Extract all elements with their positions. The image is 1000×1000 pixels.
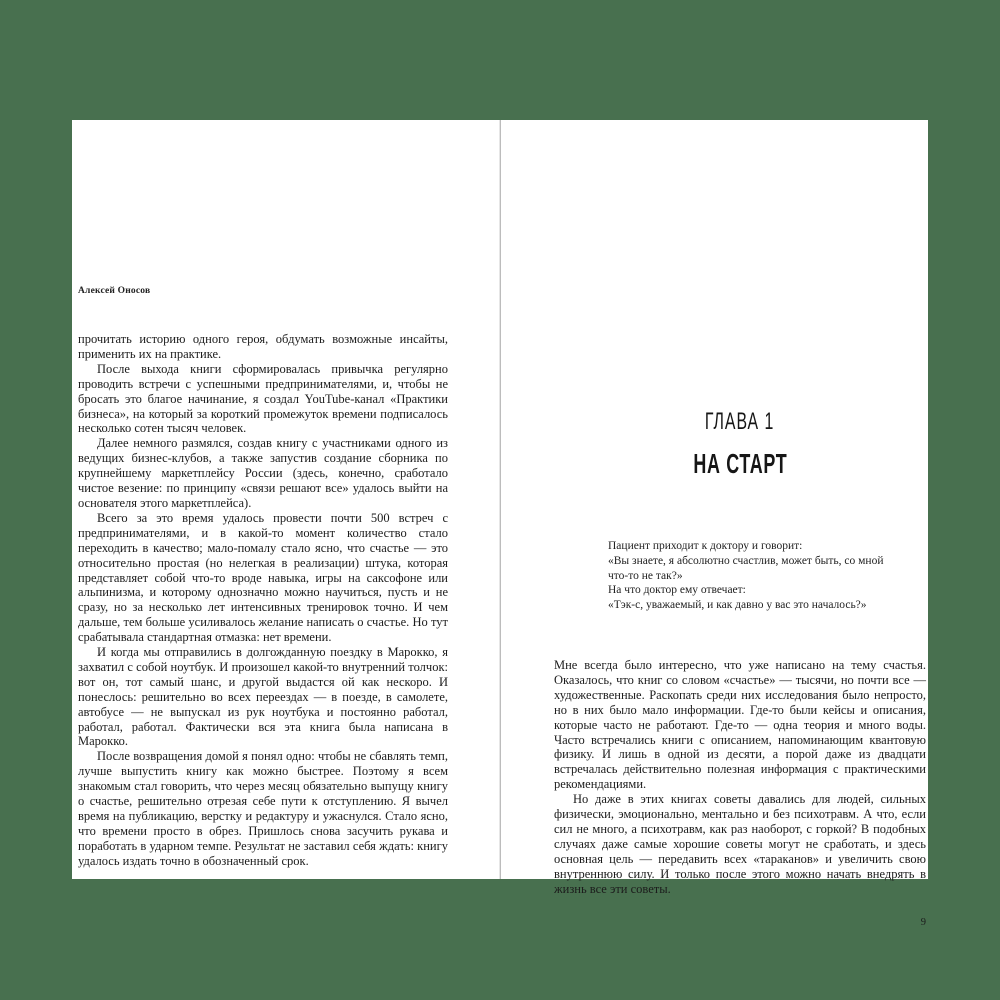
paragraph: Пациент приходит к доктору и говорит:	[608, 540, 803, 552]
page-right	[500, 120, 928, 928]
chapter-number-heading	[554, 410, 926, 434]
left-page-body-text	[78, 332, 448, 869]
paragraph: прочитать историю одного героя, обдумать возможные инсайты, применить их на практике.	[78, 332, 448, 361]
paragraph: Мне всегда было интересно, что уже написано на тему счастья. Оказалось, что книг со словом «счастье» — тысячи, но почти все — художественные. Раскопать среди них исследования было непросто, но в них было мало информации. Где-то были кейсы и описания, которые часто не работают. Где-то — одна теория и много воды. Часто встречались книги с описанием, напоминающим квантовую физику. И лишь в одной из десяти, а порой даже из двадцати встречалась действительно полезная информация с практическими рекомендациями.	[554, 658, 926, 792]
paragraph: После возвращения домой я понял одно: чтобы не сбавлять темп, лучше выпустить книгу как можно быстрее. Поэтому я всем знакомым стал говорить, что через месяц обязательно выпущу книгу о счастье, решительно отрезая себе пути к отступлению. Я вычел время на публикацию, верстку и редактуру и ужаснулся. Стало ясно, что времени просто в обрез. Пришлось снова засучить рукава и поработать в ударном темпе. Результат не заставил себя ждать: книгу удалось издать точно в обозначенный срок.	[78, 749, 448, 868]
paragraph: «Тэк-с, уважаемый, и как давно у вас это началось?»	[608, 599, 867, 612]
page-number: 9	[920, 917, 926, 928]
chapter-number-label: ГЛАВА 1	[705, 408, 775, 435]
paragraph: Всего за это время удалось провести почти 500 встреч с предпринимателями, и в какой-то момент количество стало переходить в качество; мало-помалу стало ясно, что счастье — это относительно простая (но нелегкая в реализации) штука, которая представляет собой что-то вроде навыка, игры на саксофоне или альпинизма, и которому однозначно можно научиться, пусть и не сразу, но за несколько лет интенсивных тренировок точно. И чем дальше, тем больше усиливалось желание написать о счастье. Но тут срабатывала стандартная отмазка: нет времени.	[78, 510, 448, 645]
running-head-author: Алексей Оносов	[78, 286, 151, 296]
paragraph: «Вы знаете, я абсолютно счастлив, может быть, со мной что-то не так?»	[608, 554, 884, 582]
right-page-body-text	[554, 658, 926, 897]
paragraph: На что доктор ему отвечает:	[608, 584, 746, 597]
chapter-title-label: НА СТАРТ	[693, 448, 787, 479]
page-left	[72, 120, 500, 879]
paragraph: Но даже в этих книгах советы давались для людей, сильных физически, эмоционально, ментально и без психотравм. А что, если сил не много, а психотравм, как раз наоборот, с горкой? В подобных случаях даже самые хорошие советы могут не сработать, и здесь основная цель — передавить всех «тараканов» и увеличить свою внутреннюю силу. И только после этого можно начать внедрять в жизнь все эти советы.	[554, 792, 926, 896]
chapter-epigraph	[608, 539, 900, 613]
chapter-title-heading	[554, 450, 926, 478]
paragraph: После выхода книги сформировалась привычка регулярно проводить встречи с успешными предпринимателями, и, чтобы не бросать это благое начинание, я создал YouTube-канал «Практики бизнеса», на который за короткий промежуток времени подписалось несколько сотен тысяч человек.	[78, 361, 448, 436]
paragraph: Далее немного размялся, создав книгу с участниками одного из ведущих бизнес-клубов, а также запустив создание сборника по крупнейшему маркетплейсу России (здесь, конечно, сработало чистое везение: по принципу «связи решают все» удалось выйти на основателя этого маркетплейса).	[78, 436, 448, 510]
paragraph: И когда мы отправились в долгожданную поездку в Марокко, я захватил с собой ноутбук. И произошел какой-то внутренний толчок: вот он, тот самый шанс, и другой выдастся ой как нескоро. И понеслось: решительно во всех переездах — в поезде, в самолете, автобусе — не выпускал из рук ноутбука и постоянно работал, работал, работал. Фактически вся эта книга была написана в Марокко.	[78, 645, 448, 749]
book-spread	[72, 120, 928, 928]
